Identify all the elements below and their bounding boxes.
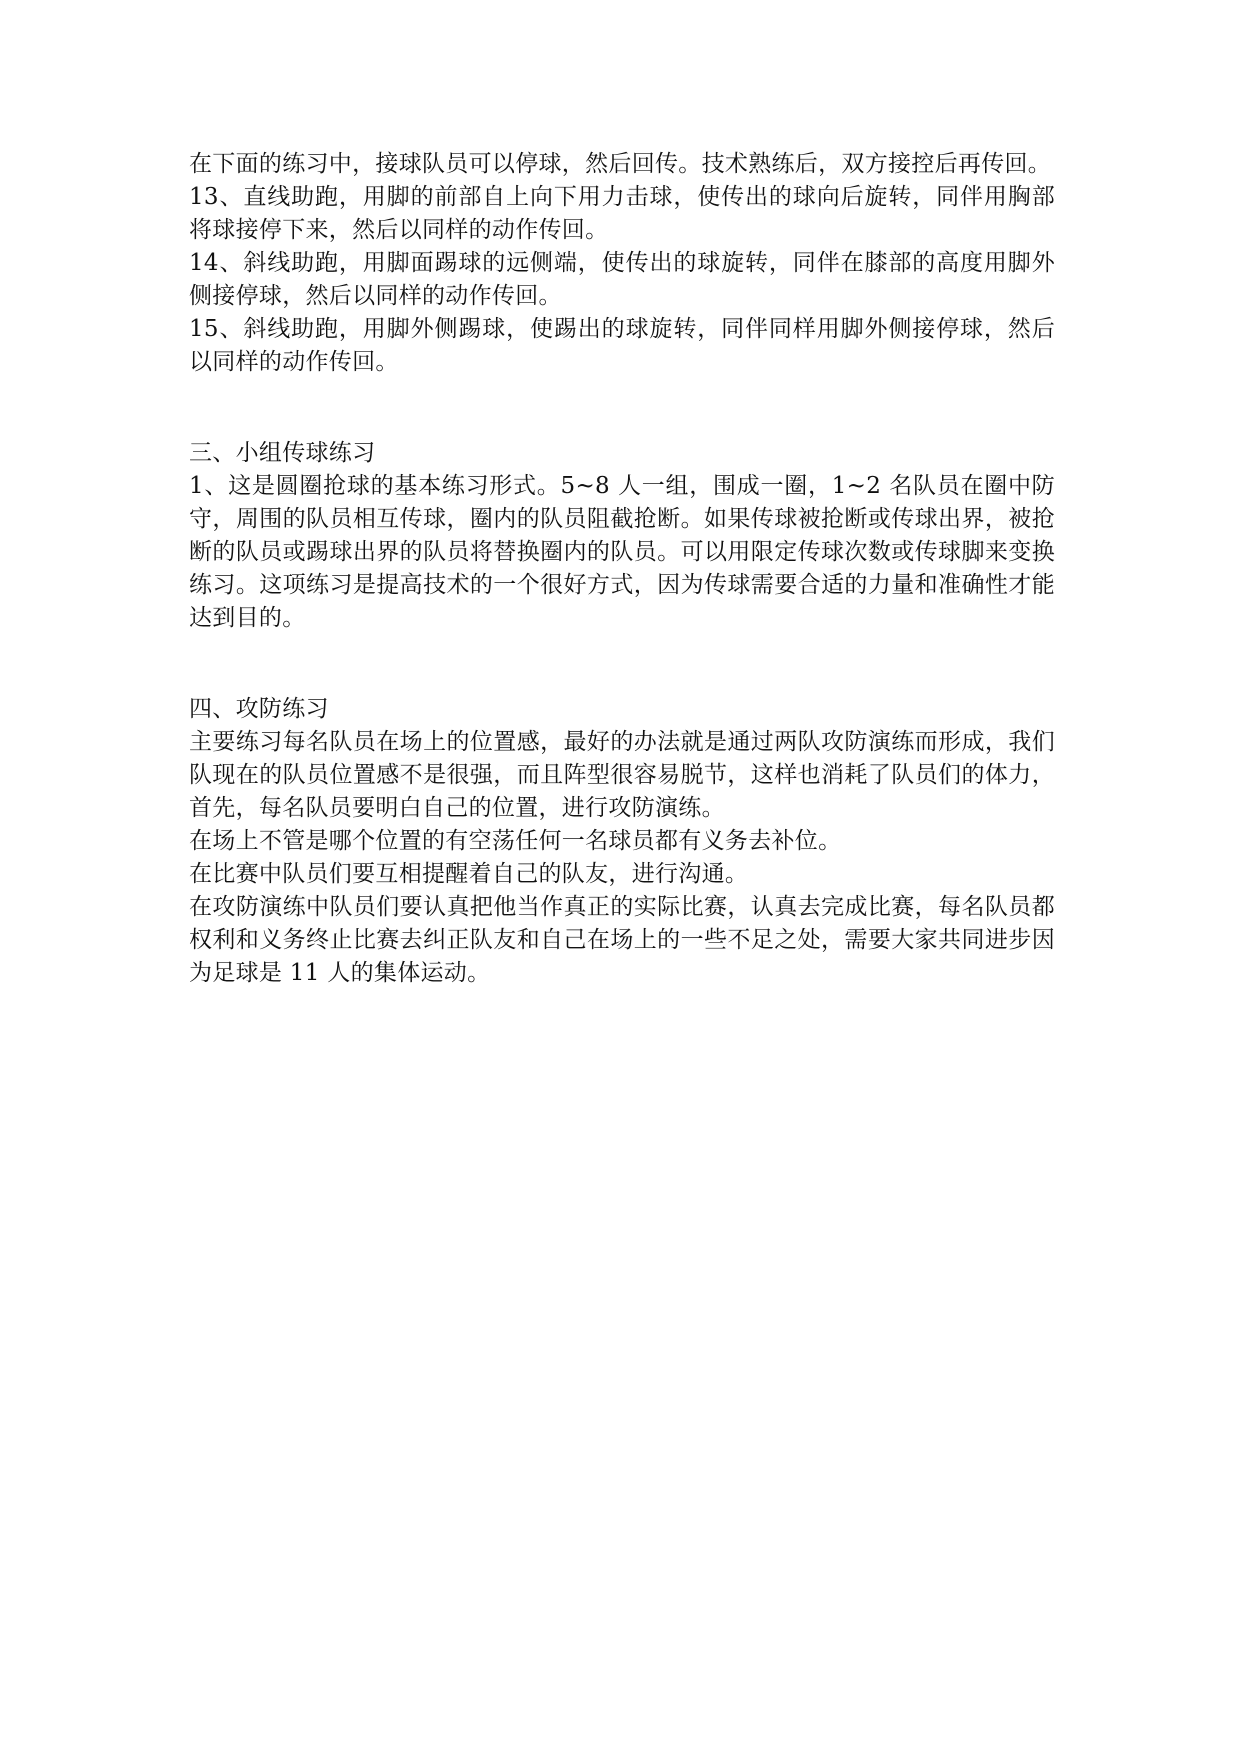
paragraph-communication: 在比赛中队员们要互相提醒着自己的队友，进行沟通。	[189, 861, 749, 887]
paragraph-position-sense: 主要练习每名队员在场上的位置感，最好的办法就是通过两队攻防演练而形成，我们队现在的队员位置感不是很强，而且阵型很容易脱节，这样也消耗了队员们的体力，首先，每名队员要明白自己的位置，进行攻防演练。	[189, 729, 1055, 821]
section-spacer	[189, 635, 1055, 693]
paragraph-item-13: 13、直线助跑，用脚的前部自上向下用力击球，使传出的球向后旋转，同伴用胸部将球接停下来，然后以同样的动作传回。	[189, 184, 1055, 243]
paragraph-cover-position: 在场上不管是哪个位置的有空荡任何一名球员都有义务去补位。	[189, 828, 842, 854]
section-spacer	[189, 379, 1055, 437]
paragraph-item-15: 15、斜线助跑，用脚外侧踢球，使踢出的球旋转，同伴同样用脚外侧接停球，然后以同样的动作传回。	[189, 316, 1055, 375]
section-heading-attack-defense: 四、攻防练习	[189, 696, 329, 722]
document-body	[189, 148, 1055, 990]
paragraph-match-practice: 在攻防演练中队员们要认真把他当作真正的实际比赛，认真去完成比赛，每名队员都权利和义务终止比赛去纠正队友和自己在场上的一些不足之处，需要大家共同进步因为足球是 11 人的集体运动。	[189, 894, 1055, 986]
paragraph-item-14: 14、斜线助跑，用脚面踢球的远侧端，使传出的球旋转，同伴在膝部的高度用脚外侧接停球，然后以同样的动作传回。	[189, 250, 1055, 309]
paragraph-circle-drill: 1、这是圆圈抢球的基本练习形式。5~8 人一组，围成一圈，1~2 名队员在圈中防守，周围的队员相互传球，圈内的队员阻截抢断。如果传球被抢断或传球出界，被抢断的队员或踢球出界的队员将替换圈内的队员。可以用限定传球次数或传球脚来变换练习。这项练习是提高技术的一个很好方式，因为传球需要合适的力量和准确性才能达到目的。	[189, 473, 1055, 631]
paragraph-intro: 在下面的练习中，接球队员可以停球，然后回传。技术熟练后，双方接控后再传回。	[189, 151, 1052, 177]
section-heading-group-passing: 三、小组传球练习	[189, 440, 376, 466]
